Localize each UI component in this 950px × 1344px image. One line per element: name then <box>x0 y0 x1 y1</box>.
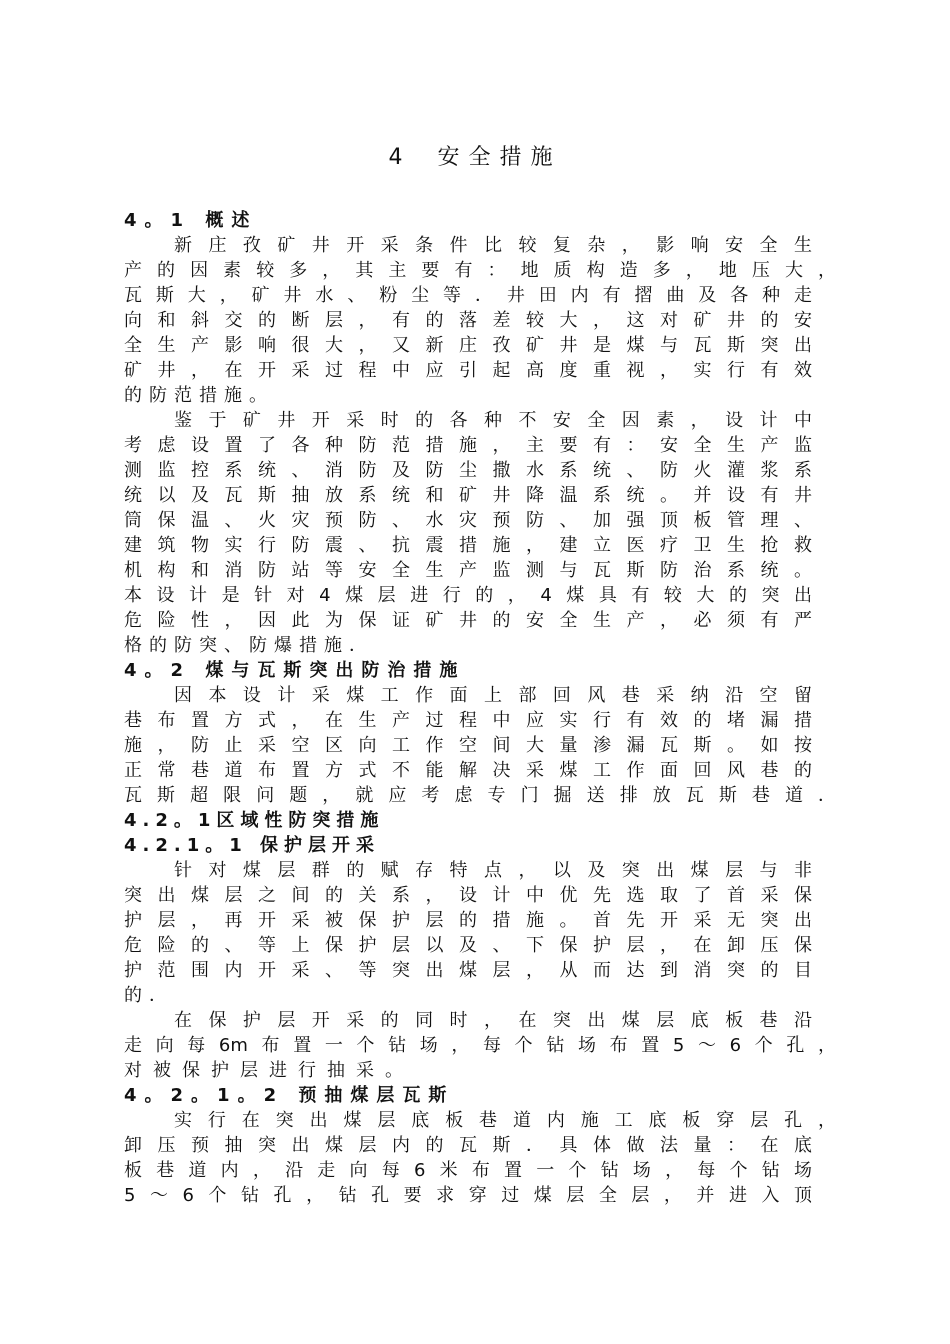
paragraph-line: 护范围内开采、等突出煤层，从而达到消突的目 <box>124 960 812 981</box>
paragraph-line: 对被保护层进行抽采。 <box>124 1060 414 1081</box>
heading-4-1: 4。1 概述 <box>124 210 258 231</box>
paragraph-line: 正常巷道布置方式不能解决采煤工作面回风巷的 <box>124 760 812 781</box>
paragraph-line: 向和斜交的断层，有的落差较大，这对矿井的安 <box>124 310 812 331</box>
paragraph-line: 的防范措施。 <box>124 385 274 406</box>
paragraph-line: 瓦斯超限问题，就应考虑专门掘送排放瓦斯巷道． <box>124 785 836 806</box>
paragraph-line: 板巷道内，沿走向每6米布置一个钻场，每个钻场 <box>124 1160 812 1181</box>
paragraph-line: 产的因素较多，其主要有：地质构造多，地压大， <box>124 260 836 281</box>
paragraph-line: 瓦斯大，矿井水、粉尘等．井田内有摺曲及各种走 <box>124 285 812 306</box>
paragraph-line: 建筑物实行防震、抗震措施，建立医疗卫生抢救 <box>124 535 812 556</box>
paragraph-line: 测监控系统、消防及防尘撒水系统、防火灌浆系 <box>124 460 812 481</box>
paragraph-line: 全生产影响很大，又新庄孜矿井是煤与瓦斯突出 <box>124 335 812 356</box>
paragraph-line: 针对煤层群的赋存特点，以及突出煤层与非 <box>174 860 812 881</box>
paragraph-line: 走向每6m布置一个钻场，每个钻场布置5～6个孔， <box>124 1035 836 1056</box>
paragraph-line: 5～6个钻孔，钻孔要求穿过煤层全层，并进入顶 <box>124 1185 812 1206</box>
paragraph-line: 巷布置方式，在生产过程中应实行有效的堵漏措 <box>124 710 812 731</box>
paragraph-line: 格的防突、防爆措施． <box>124 635 374 656</box>
paragraph-line: 矿井，在开采过程中应引起高度重视，实行有效 <box>124 360 812 381</box>
paragraph-line: 因本设计采煤工作面上部回风巷采纳沿空留 <box>174 685 812 706</box>
paragraph-line: 卸压预抽突出煤层内的瓦斯．具体做法量：在底 <box>124 1135 812 1156</box>
paragraph-line: 考虑设置了各种防范措施，主要有：安全生产监 <box>124 435 812 456</box>
heading-4-2-1-2: 4。2。1。2 预抽煤层瓦斯 <box>124 1085 455 1106</box>
paragraph-line: 鉴于矿井开采时的各种不安全因素，设计中 <box>174 410 812 431</box>
paragraph-line: 本设计是针对4煤层进行的，4煤具有较大的突出 <box>124 585 812 606</box>
paragraph-line: 新庄孜矿井开采条件比较复杂，影响安全生 <box>174 235 812 256</box>
paragraph-line: 的． <box>124 985 174 1006</box>
heading-4-2-1: 4.2。1区域性防突措施 <box>124 810 385 831</box>
paragraph-line: 筒保温、火灾预防、水灾预防、加强顶板管理、 <box>124 510 812 531</box>
paragraph-line: 机构和消防站等安全生产监测与瓦斯防治系统。 <box>124 560 812 581</box>
paragraph-line: 护层，再开采被保护层的措施。首先开采无突出 <box>124 910 812 931</box>
paragraph-line: 施，防止采空区向工作空间大量渗漏瓦斯。如按 <box>124 735 812 756</box>
paragraph-line: 统以及瓦斯抽放系统和矿井降温系统。并设有井 <box>124 485 812 506</box>
section-title-number: 4 <box>388 145 412 170</box>
paragraph-line: 实行在突出煤层底板巷道内施工底板穿层孔， <box>174 1110 836 1131</box>
paragraph-line: 危险性，因此为保证矿井的安全生产，必须有严 <box>124 610 812 631</box>
paragraph-line: 突出煤层之间的关系，设计中优先选取了首采保 <box>124 885 812 906</box>
heading-4-2: 4。2 煤与瓦斯突出防治措施 <box>124 660 466 681</box>
paragraph-line: 在保护层开采的同时，在突出煤层底板巷沿 <box>174 1010 812 1031</box>
paragraph-line: 危险的、等上保护层以及、下保护层，在卸压保 <box>124 935 812 956</box>
section-title <box>0 143 950 173</box>
section-title-text: 安全措施 <box>437 145 562 170</box>
heading-4-2-1-1: 4.2.1。1 保护层开采 <box>124 835 381 856</box>
